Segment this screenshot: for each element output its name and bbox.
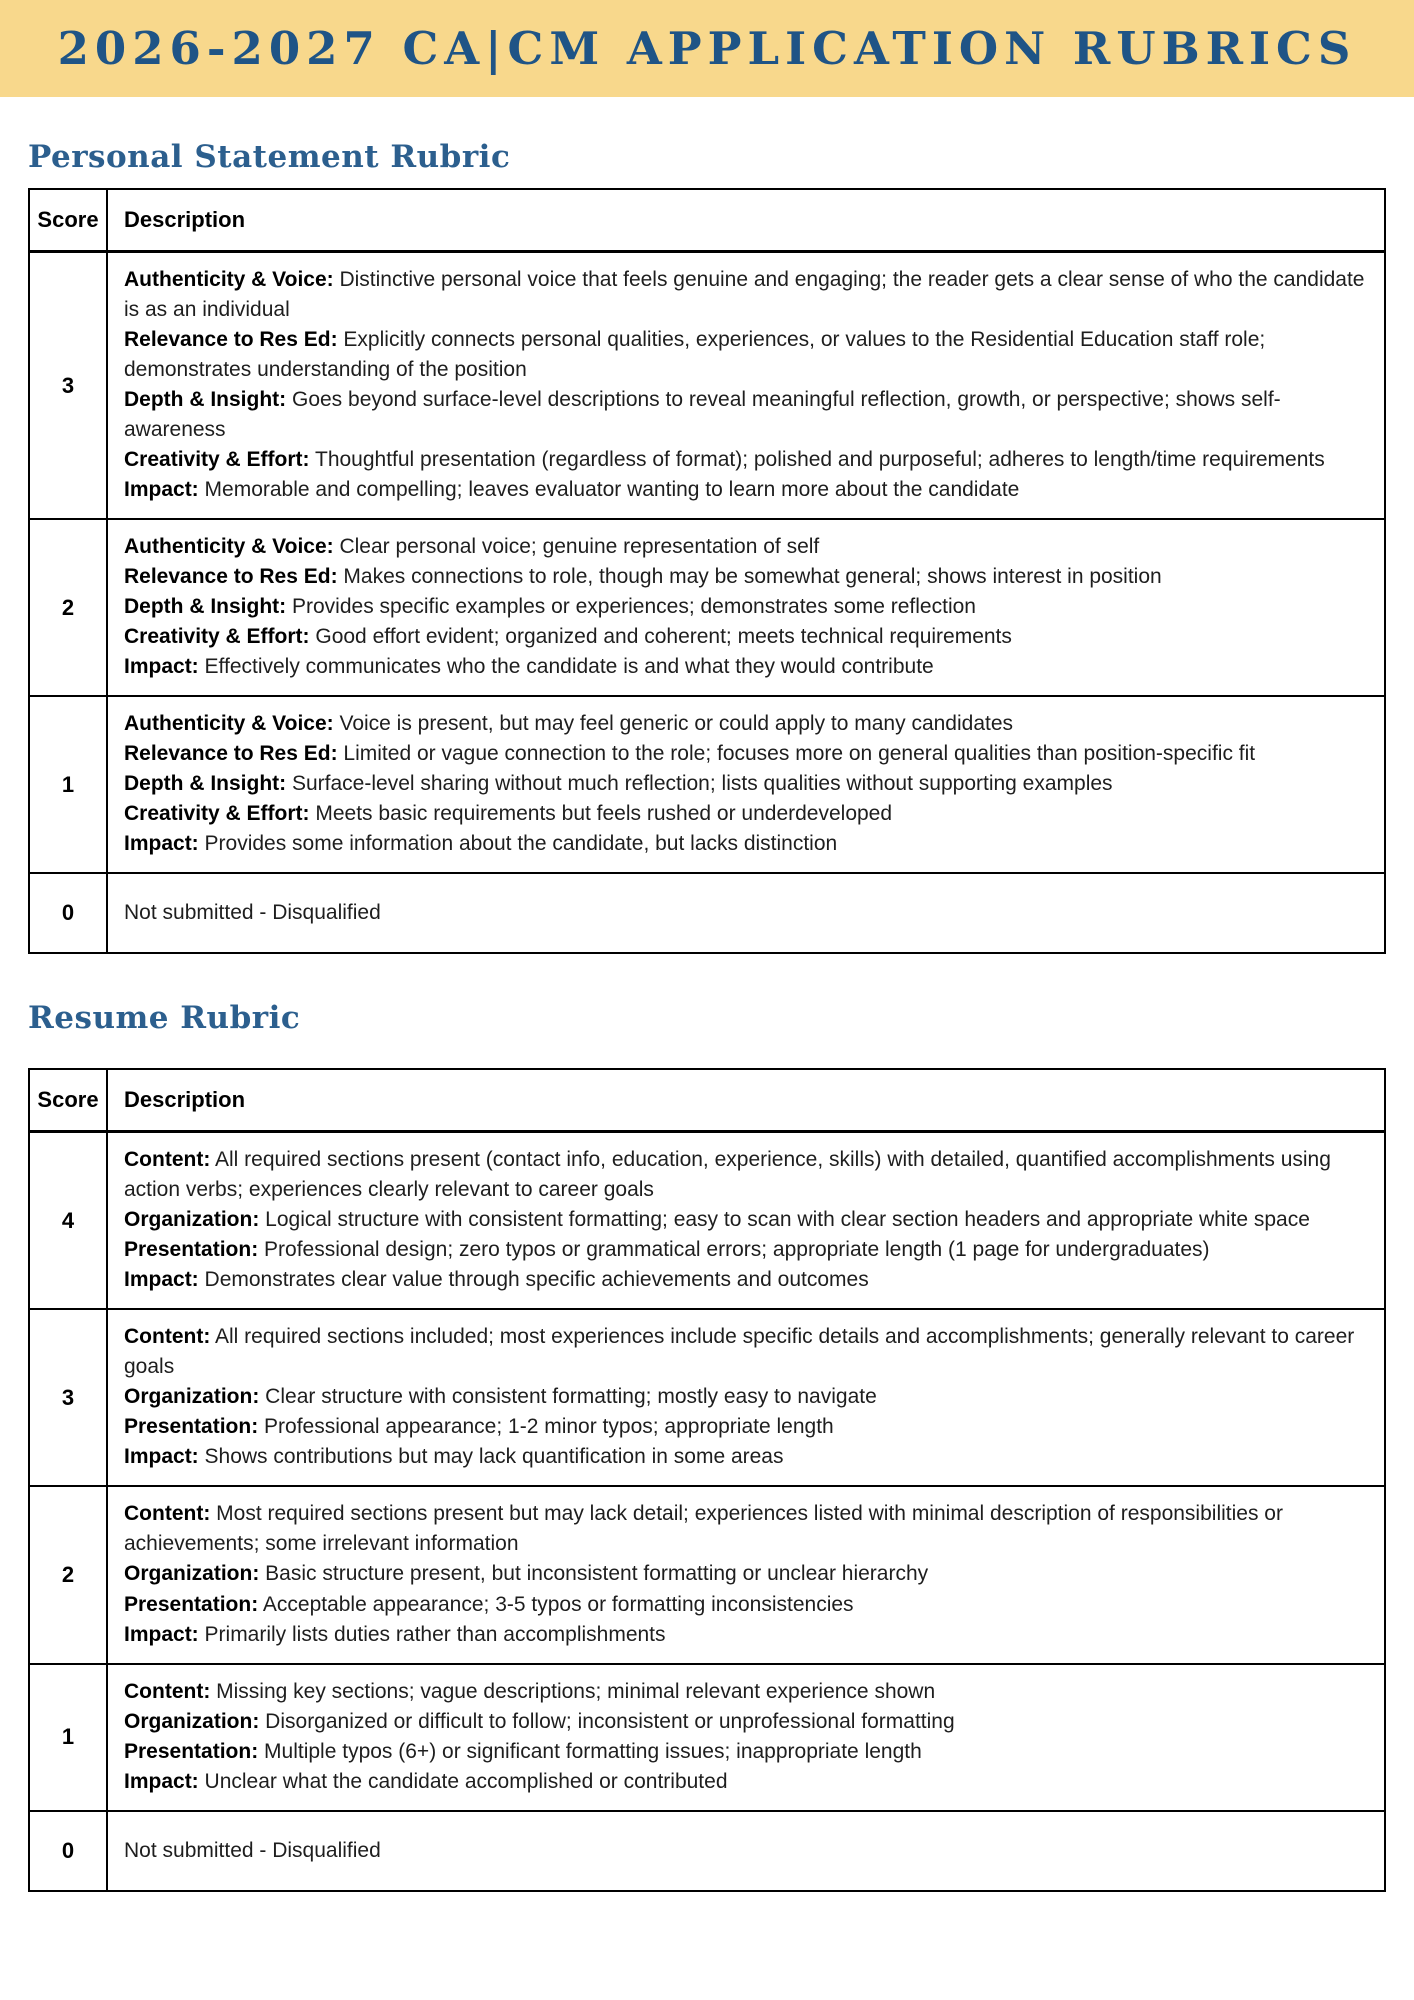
criterion-line: Not submitted - Disqualified xyxy=(124,901,381,925)
table-body xyxy=(29,1132,1385,1891)
criterion-line: Presentation: Professional appearance; 1-2 minor typos; appropriate length xyxy=(124,1415,834,1439)
criterion-line: Impact: Unclear what the candidate accomplished or contributed xyxy=(124,1769,728,1793)
rubric-row xyxy=(29,252,1385,520)
criterion-line: Impact: Effectively communicates who the candidate is and what they would contribute xyxy=(124,655,934,679)
criterion-line: Creativity & Effort: Good effort evident; organized and coherent; meets technical requirements xyxy=(124,625,1012,649)
criterion-line: Not submitted - Disqualified xyxy=(124,1838,381,1862)
criterion-label: Authenticity & Voice: xyxy=(124,535,334,559)
criterion-label: Organization: xyxy=(124,1709,260,1733)
rubric-row xyxy=(29,1132,1385,1310)
personal-statement-rubric-table xyxy=(28,188,1386,954)
criterion-label: Depth & Insight: xyxy=(124,772,287,796)
criterion-line: Depth & Insight: Surface-level sharing without much reflection; lists qualities without supporting examples xyxy=(124,772,1113,796)
rubric-row xyxy=(29,1309,1385,1486)
description-cell xyxy=(107,519,1385,696)
score-cell: 2 xyxy=(29,519,107,696)
criterion-line: Creativity & Effort: Meets basic requirements but feels rushed or underdeveloped xyxy=(124,802,893,826)
resume-rubric-section xyxy=(28,1000,1386,1891)
criterion-label: Impact: xyxy=(124,1268,199,1292)
table-header xyxy=(29,189,1385,252)
criterion-label: Presentation: xyxy=(124,1592,259,1616)
criterion-line: Relevance to Res Ed: Makes connections to role, though may be somewhat general; shows interest in position xyxy=(124,565,1162,589)
description-cell xyxy=(107,1811,1385,1891)
criterion-line: Organization: Disorganized or difficult to follow; inconsistent or unprofessional formatting xyxy=(124,1709,955,1733)
description-column-header: Description xyxy=(107,1069,1385,1132)
rubric-row xyxy=(29,1486,1385,1663)
criterion-label: Authenticity & Voice: xyxy=(124,268,334,291)
description-cell xyxy=(107,696,1385,873)
table-header xyxy=(29,1069,1385,1132)
criterion-label: Creativity & Effort: xyxy=(124,448,310,472)
criterion-line: Impact: Shows contributions but may lack quantification in some areas xyxy=(124,1445,784,1469)
criterion-line: Content: Missing key sections; vague descriptions; minimal relevant experience shown xyxy=(124,1679,936,1703)
description-column-header: Description xyxy=(107,189,1385,252)
criterion-label: Relevance to Res Ed: xyxy=(124,565,338,589)
criterion-line: Impact: Memorable and compelling; leaves evaluator wanting to learn more about the candidate xyxy=(124,478,1020,502)
criterion-line: Impact: Provides some information about the candidate, but lacks distinction xyxy=(124,832,838,856)
score-column-header: Score xyxy=(29,1069,107,1132)
score-cell: 0 xyxy=(29,873,107,953)
description-cell xyxy=(107,1132,1385,1310)
criterion-line: Organization: Clear structure with consistent formatting; mostly easy to navigate xyxy=(124,1385,877,1409)
header-row xyxy=(29,1069,1385,1132)
section-title-resume: Resume Rubric xyxy=(28,1000,301,1037)
criterion-label: Impact: xyxy=(124,832,199,856)
criterion-label: Depth & Insight: xyxy=(124,388,287,412)
criterion-label: Impact: xyxy=(124,1769,199,1793)
criterion-line: Organization: Logical structure with consistent formatting; easy to scan with clear section headers and appropriate white space xyxy=(124,1208,1310,1232)
criterion-label: Content: xyxy=(124,1325,211,1349)
score-cell: 0 xyxy=(29,1811,107,1891)
criterion-label: Content: xyxy=(124,1148,211,1172)
criterion-line: Relevance to Res Ed: Limited or vague connection to the role; focuses more on general qualities than position-specific fit xyxy=(124,742,1256,766)
criterion-label: Organization: xyxy=(124,1562,260,1586)
criterion-line: Impact: Primarily lists duties rather than accomplishments xyxy=(124,1622,666,1646)
rubric-row xyxy=(29,1664,1385,1811)
score-cell: 3 xyxy=(29,1309,107,1486)
header-row xyxy=(29,189,1385,252)
page-banner xyxy=(0,0,1414,97)
page-title: 2026-2027 CA|CM APPLICATION RUBRICS xyxy=(57,22,1357,75)
criterion-label: Impact: xyxy=(124,478,199,502)
score-cell: 2 xyxy=(29,1486,107,1663)
criterion-line: Organization: Basic structure present, but inconsistent formatting or unclear hierarchy xyxy=(124,1562,929,1586)
section-title-personal-statement: Personal Statement Rubric xyxy=(28,139,511,175)
score-cell: 1 xyxy=(29,1664,107,1811)
score-cell: 1 xyxy=(29,696,107,873)
criterion-line: Authenticity & Voice: Voice is present, but may feel generic or could apply to many candidates xyxy=(124,712,1014,736)
criterion-label: Content: xyxy=(124,1679,211,1703)
criterion-label: Organization: xyxy=(124,1385,260,1409)
criterion-label: Presentation: xyxy=(124,1415,259,1439)
rubric-row xyxy=(29,519,1385,696)
criterion-label: Presentation: xyxy=(124,1739,259,1763)
resume-rubric-table xyxy=(28,1068,1386,1891)
rubric-row xyxy=(29,1811,1385,1891)
criterion-label: Authenticity & Voice: xyxy=(124,712,334,736)
description-cell xyxy=(107,252,1385,520)
criterion-line: Presentation: Professional design; zero typos or grammatical errors; appropriate length (1 page for undergraduates) xyxy=(124,1238,1210,1262)
criterion-label: Creativity & Effort: xyxy=(124,802,310,826)
criterion-line: Depth & Insight: Goes beyond surface-level descriptions to reveal meaningful reflection, growth, or perspective; shows self-awareness xyxy=(124,388,1281,442)
criterion-line: Content: Most required sections present but may lack detail; experiences listed with minimal description of responsibilities or achievements; some irrelevant information xyxy=(124,1502,1283,1556)
criterion-line: Content: All required sections included; most experiences include specific details and accomplishments; generally relevant to career goals xyxy=(124,1325,1355,1379)
criterion-label: Creativity & Effort: xyxy=(124,625,310,649)
rubric-row xyxy=(29,873,1385,953)
table-body xyxy=(29,252,1385,954)
criterion-line: Authenticity & Voice: Clear personal voice; genuine representation of self xyxy=(124,535,820,559)
criterion-label: Organization: xyxy=(124,1208,260,1232)
score-column-header: Score xyxy=(29,189,107,252)
criterion-label: Content: xyxy=(124,1502,211,1526)
description-cell xyxy=(107,873,1385,953)
criterion-label: Depth & Insight: xyxy=(124,595,287,619)
criterion-label: Relevance to Res Ed: xyxy=(124,328,338,352)
criterion-label: Impact: xyxy=(124,1445,199,1469)
criterion-line: Authenticity & Voice: Distinctive personal voice that feels genuine and engaging; the reader gets a clear sense of who the candidate is as an individual xyxy=(124,268,1365,322)
criterion-line: Impact: Demonstrates clear value through specific achievements and outcomes xyxy=(124,1268,869,1292)
rubric-row xyxy=(29,696,1385,873)
criterion-label: Impact: xyxy=(124,1622,199,1646)
criterion-label: Presentation: xyxy=(124,1238,259,1262)
description-cell xyxy=(107,1486,1385,1663)
description-cell xyxy=(107,1664,1385,1811)
criterion-line: Presentation: Acceptable appearance; 3-5 typos or formatting inconsistencies xyxy=(124,1592,854,1616)
criterion-label: Relevance to Res Ed: xyxy=(124,742,338,766)
personal-statement-rubric-section xyxy=(28,139,1386,954)
criterion-line: Creativity & Effort: Thoughtful presentation (regardless of format); polished and purposeful; adheres to length/time requirements xyxy=(124,448,1325,472)
criterion-line: Content: All required sections present (contact info, education, experience, skills) with detailed, quantified accomplishments using action verbs; experiences clearly relevant to career goals xyxy=(124,1148,1331,1202)
document-body xyxy=(0,139,1414,1922)
criterion-line: Depth & Insight: Provides specific examples or experiences; demonstrates some reflection xyxy=(124,595,976,619)
criterion-line: Presentation: Multiple typos (6+) or significant formatting issues; inappropriate length xyxy=(124,1739,922,1763)
score-cell: 3 xyxy=(29,252,107,520)
description-cell xyxy=(107,1309,1385,1486)
criterion-label: Impact: xyxy=(124,655,199,679)
criterion-line: Relevance to Res Ed: Explicitly connects personal qualities, experiences, or values to the Residential Education staff role; demonstrates understanding of the position xyxy=(124,328,1266,382)
score-cell: 4 xyxy=(29,1132,107,1310)
